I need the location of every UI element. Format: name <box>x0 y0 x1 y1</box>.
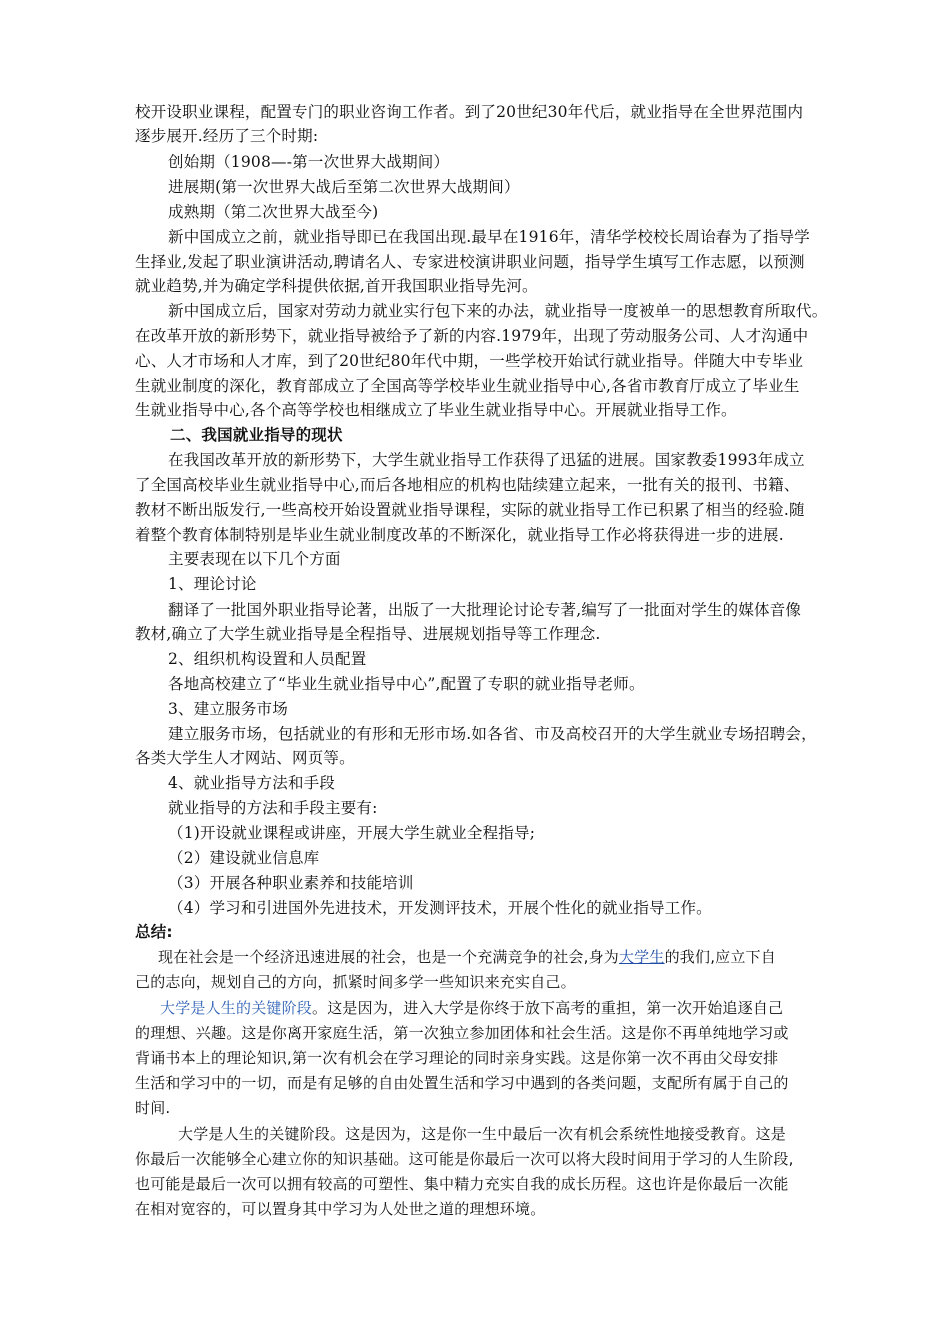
summary-p3-line-3: 也可能是最后一次可以拥有较高的可塑性、集中精力充实自我的成长历程。这也许是你最后一次能 <box>135 1175 789 1193</box>
method-1: （1)开设就业课程或讲座，开展大学生就业全程指导; <box>168 824 536 842</box>
after-line-5: 生就业指导中心,各个高等学校也相继成立了毕业生就业指导中心。开展就业指导工作。 <box>135 401 737 419</box>
period-mature: 成熟期（第二次世界大战至今) <box>168 203 379 221</box>
item-1-title: 1、理论讨论 <box>168 575 257 593</box>
summary-p3-line-2: 你最后一次能够全心建立你的知识基础。这可能是你最后一次可以将大段时间用于学习的人生阶段, <box>135 1150 794 1168</box>
status-line-1: 在我国改革开放的新形势下，大学生就业指导工作获得了迅猛的进展。国家教委1993年成立 <box>168 451 805 469</box>
summary-p2-line-3: 背诵书本上的理论知识,第一次有机会在学习理论的同时亲身实践。这是你第一次不再由父母安排 <box>135 1049 779 1067</box>
status-line-3: 教材不断出版发行,一些高校开始设置就业指导课程，实际的就业指导工作已积累了相当的经验.随 <box>135 501 805 519</box>
after-line-2: 在改革开放的新形势下，就业指导被给予了新的内容.1979年，出现了劳动服务公司、人才沟通中 <box>135 327 809 345</box>
after-line-1: 新中国成立后，国家对劳动力就业实行包下来的办法，就业指导一度被单一的思想教育所取代。 <box>168 302 828 320</box>
period-founding: 创始期（1908—-第一次世界大战期间） <box>168 153 450 171</box>
summary-p3-line-4: 在相对宽容的，可以置身其中学习为人处世之道的理想环境。 <box>135 1200 546 1218</box>
item-3-line-2: 各类大学生人才网站、网页等。 <box>135 749 355 767</box>
method-2: （2）建设就业信息库 <box>168 849 320 867</box>
college-student-link[interactable]: 大学生 <box>618 948 665 966</box>
summary-p2-line-4: 生活和学习中的一切，而是有足够的自由处置生活和学习中遇到的各类问题，支配所有属于自己的 <box>135 1074 789 1092</box>
item-4-title: 4、就业指导方法和手段 <box>168 774 336 792</box>
intro-line-2: 逐步展开.经历了三个时期: <box>135 127 319 145</box>
period-development: 进展期(第一次世界大战后至第二次世界大战期间） <box>168 178 520 196</box>
key-stage-highlight: 大学是人生的关键阶段 <box>160 999 313 1017</box>
item-1-line-2: 教材,确立了大学生就业指导是全程指导、进展规划指导等工作理念. <box>135 625 601 643</box>
summary-p2-line-5: 时间. <box>135 1099 171 1117</box>
summary-p3-line-1: 大学是人生的关键阶段。这是因为，这是你一生中最后一次有机会系统性地接受教育。这是 <box>178 1125 787 1143</box>
before-line-1: 新中国成立之前，就业指导即已在我国出现.最早在1916年，清华学校校长周诒春为了指导学 <box>168 228 810 246</box>
item-2-title: 2、组织机构设置和人员配置 <box>168 650 367 668</box>
item-4-intro: 就业指导的方法和手段主要有: <box>168 799 378 817</box>
summary-p1-line-1 <box>158 945 776 969</box>
summary-p2-text-b: 。这是因为，进入大学是你终于放下高考的重担，第一次开始追逐自己 <box>312 999 784 1017</box>
summary-p2-line-1 <box>160 996 783 1020</box>
summary-p1-text-b: 的我们,应立下自 <box>664 948 776 966</box>
section-2-heading: 二、我国就业指导的现状 <box>170 426 343 444</box>
method-3: （3）开展各种职业素养和技能培训 <box>168 874 414 892</box>
aspects-intro: 主要表现在以下几个方面 <box>168 550 341 568</box>
item-2-body: 各地高校建立了“毕业生就业指导中心”,配置了专职的就业指导老师。 <box>168 675 645 693</box>
method-4: （4）学习和引进国外先进技术，开发测评技术，开展个性化的就业指导工作。 <box>168 899 712 917</box>
summary-p2-line-2: 的理想、兴趣。这是你离开家庭生活，第一次独立参加团体和社会生活。这是你不再单纯地学习或 <box>135 1024 789 1042</box>
intro-line-1: 校开设职业课程，配置专门的职业咨询工作者。到了20世纪30年代后，就业指导在全世界范围内 <box>135 103 804 121</box>
after-line-4: 生就业制度的深化，教育部成立了全国高等学校毕业生就业指导中心,各省市教育厅成立了毕业生 <box>135 377 800 395</box>
after-line-3: 心、人才市场和人才库，到了20世纪80年代中期，一些学校开始试行就业指导。伴随大中专毕业 <box>135 352 804 370</box>
before-line-3: 就业趋势,并为确定学科提供依据,首开我国职业指导先河。 <box>135 277 538 295</box>
summary-p1-text-a: 现在社会是一个经济迅速进展的社会，也是一个充满竞争的社会,身为 <box>158 948 619 966</box>
item-3-line-1: 建立服务市场，包括就业的有形和无形市场.如各省、市及高校召开的大学生就业专场招聘会， <box>168 725 817 743</box>
status-line-2: 了全国高校毕业生就业指导中心,而后各地相应的机构也陆续建立起来，一批有关的报刊、书籍、 <box>135 476 800 494</box>
item-1-line-1: 翻译了一批国外职业指导论著，出版了一大批理论讨论专著,编写了一批面对学生的媒体音像 <box>168 601 802 619</box>
before-line-2: 生择业,发起了职业演讲活动,聘请名人、专家进校演讲职业问题，指导学生填写工作志愿，以预测 <box>135 253 805 271</box>
summary-p1-line-2: 己的志向，规划自己的方向，抓紧时间多学一些知识来充实自己。 <box>135 973 576 991</box>
item-3-title: 3、建立服务市场 <box>168 700 288 718</box>
summary-heading: 总结: <box>135 923 173 941</box>
status-line-4: 着整个教育体制特别是毕业生就业制度改革的不断深化，就业指导工作必将获得进一步的进展. <box>135 526 784 544</box>
